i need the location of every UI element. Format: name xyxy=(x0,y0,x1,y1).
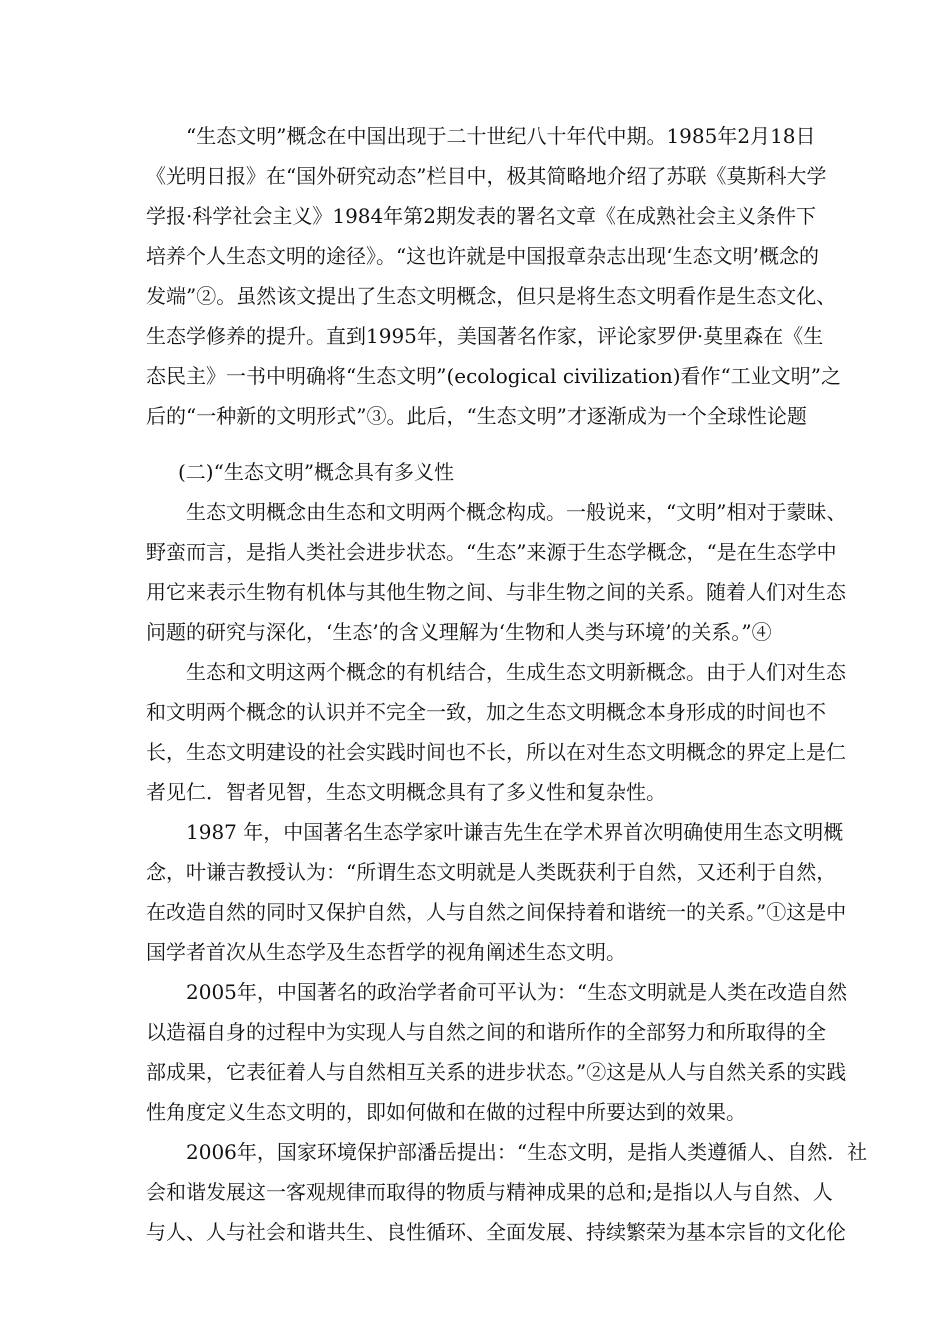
paragraph-4-line-3: 在改造自然的同时又保护自然，人与自然之间保持着和谐统一的关系。”①这是中 xyxy=(146,900,847,924)
paragraph-6-line-1: 2006年，国家环境保护部潘岳提出：“生态文明，是指人类遵循人、自然．社 xyxy=(186,1140,868,1164)
paragraph-1-line-7: 态民主》一书中明确将“生态文明”(ecological civilization)看作“工业文明”之 xyxy=(146,364,841,388)
paragraph-6-line-3: 与人、人与社会和谐共生、良性循环、全面发展、持续繁荣为基本宗旨的文化伦 xyxy=(146,1220,846,1244)
paragraph-1-line-3: 学报·科学社会主义》1984年第2期发表的署名文章《在成熟社会主义条件下 xyxy=(146,204,816,228)
paragraph-3-line-4: 者见仁．智者见智，生态文明概念具有了多义性和复杂性。 xyxy=(146,780,666,804)
paragraph-5-line-4: 性角度定义生态文明的，即如何做和在做的过程中所要达到的效果。 xyxy=(146,1100,746,1124)
paragraph-4-line-4: 国学者首次从生态学及生态哲学的视角阐述生态文明。 xyxy=(146,940,626,964)
paragraph-4-line-2: 念，叶谦吉教授认为：“所谓生态文明就是人类既获利于自然，又还利于自然， xyxy=(146,860,837,884)
paragraph-1-line-8: 后的“一种新的文明形式”③。此后，“生态文明”才逐渐成为一个全球性论题 xyxy=(146,404,807,428)
paragraph-2-line-2: 野蛮而言，是指人类社会进步状态。“生态”来源于生态学概念，“是在生态学中 xyxy=(146,540,837,564)
paragraph-3-line-3: 长，生态文明建设的社会实践时间也不长，所以在对生态文明概念的界定上是仁 xyxy=(146,740,846,764)
paragraph-6-line-2: 会和谐发展这一客观规律而取得的物质与精神成果的总和;是指以人与自然、人 xyxy=(146,1180,833,1204)
paragraph-1-line-2: 《光明日报》在“国外研究动态”栏目中，极其简略地介绍了苏联《莫斯科大学 xyxy=(146,164,827,188)
section-heading: (二)“生态文明”概念具有多义性 xyxy=(178,460,455,484)
paragraph-3-line-1: 生态和文明这两个概念的有机结合，生成生态文明新概念。由于人们对生态 xyxy=(186,660,846,684)
paragraph-1-line-1: “生态文明”概念在中国出现于二十世纪八十年代中期。1985年2月18日 xyxy=(186,124,816,148)
paragraph-2-line-4: 问题的研究与深化，‘生态’的含义理解为‘生物和人类与环境’的关系。”④ xyxy=(146,620,772,644)
paragraph-5-line-2: 以造福自身的过程中为实现人与自然之间的和谐所作的全部努力和所取得的全 xyxy=(146,1020,826,1044)
paragraph-1-line-4: 培养个人生态文明的途径》。“这也许就是中国报章杂志出现‘生态文明’概念的 xyxy=(146,244,819,268)
paragraph-5-line-3: 部成果，它表征着人与自然相互关系的进步状态。”②这是从人与自然关系的实践 xyxy=(146,1060,847,1084)
paragraph-4-line-1: 1987 年，中国著名生态学家叶谦吉先生在学术界首次明确使用生态文明概 xyxy=(186,820,844,844)
paragraph-1-line-5: 发端”②。虽然该文提出了生态文明概念，但只是将生态文明看作是生态文化、 xyxy=(146,284,837,308)
paragraph-2-line-1: 生态文明概念由生态和文明两个概念构成。一般说来，“文明”相对于蒙昧、 xyxy=(186,500,847,524)
paragraph-3-line-2: 和文明两个概念的认识并不完全一致，加之生态文明概念本身形成的时间也不 xyxy=(146,700,826,724)
paragraph-5-line-1: 2005年，中国著名的政治学者俞可平认为：“生态文明就是人类在改造自然 xyxy=(186,980,848,1004)
paragraph-1-line-6: 生态学修养的提升。直到1995年，美国著名作家，评论家罗伊·莫里森在《生 xyxy=(146,324,824,348)
paragraph-2-line-3: 用它来表示生物有机体与其他生物之间、与非生物之间的关系。随着人们对生态 xyxy=(146,580,846,604)
